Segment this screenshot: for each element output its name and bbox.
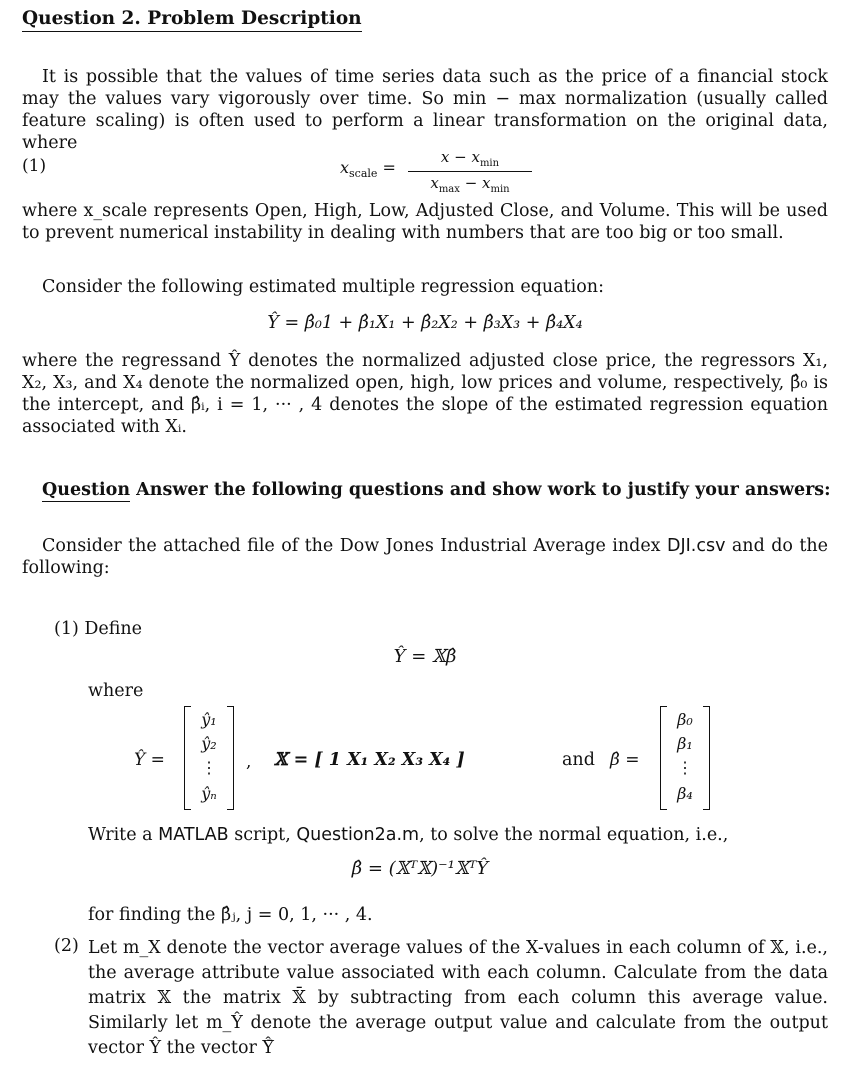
vector-y-entry: ŷ₂: [201, 734, 217, 753]
vector-y-entry: ŷ₁: [201, 710, 217, 729]
normal-equation: β̂ = (𝕏ᵀ𝕏)⁻¹𝕏ᵀŶ: [351, 858, 489, 879]
define-equation: Ŷ = 𝕏β̂: [393, 646, 457, 667]
and-label: and: [562, 750, 595, 770]
fraction: $x - x_{min}$ $x_{max} - x_{min}$: [408, 148, 532, 195]
vector-beta-entry: β₁: [677, 734, 693, 753]
vector-beta-entry: β₄: [677, 784, 693, 803]
item-2-text: Let m_X denote the vector average values of the X-values in each column of 𝕏, i.e., the average attribute value associated with each column. Calculate from the data matrix 𝕏 the matrix 𝕏̄ by subtracting from each column this average value. Similarly let m_Ŷ denote the average output value and calculate from the output vector Ŷ the vector Ŷ̄: [88, 938, 828, 1058]
regression-equation: Ŷ = β̂₀1 + β̂₁X₁ + β̂₂X₂ + β̂₃X₃ + β̂₄X₄: [267, 313, 583, 333]
item-1-label: (1) Define: [54, 619, 143, 639]
vector-beta: [660, 706, 710, 810]
vector-y-lhs: Ŷ =: [134, 750, 165, 770]
regression-intro: Consider the following estimated multiple regression equation:: [42, 277, 604, 297]
vector-y-entry: ŷₙ: [201, 784, 217, 803]
question-heading: Question Answer the following questions and show work to justify your answers:: [42, 480, 831, 500]
page-title: Question 2. Problem Description: [22, 8, 362, 29]
where-label: where: [88, 681, 144, 701]
item-1-instruction: Write a MATLAB script, Question2a.m, to solve the normal equation, i.e.,: [88, 825, 729, 845]
scale-description: where x_scale represents Open, High, Low, Adjusted Close, and Volume. This will be used to prevent numerical instability in dealing with numbers that are too big or too small.: [22, 201, 828, 243]
vector-beta-entry: ⋮: [677, 758, 693, 777]
equation-number: (1): [22, 156, 47, 176]
equation-1: [22, 150, 828, 196]
vector-beta-entry: β₀: [677, 710, 693, 729]
equation-lhs: $x_{scale}$ =: [340, 158, 396, 181]
dataset-filename: DJI.csv: [666, 536, 726, 556]
matrix-x-definition: 𝕏 = [ 1 X₁ X₂ X₃ X₄ ]: [274, 750, 465, 770]
matlab-label: MATLAB: [158, 825, 229, 845]
regression-description: where the regressand Ŷ denotes the normalized adjusted close price, the regressors X₁, X₂, X₃, and X₄ denote the normalized open, high, low prices and volume, respectively, β̂₀ is the intercept, and β̂ᵢ, i = 1, ··· , 4 denotes the slope of the estimated regression equation associated with Xᵢ.: [22, 351, 828, 437]
for-finding-text: for finding the β̂ⱼ, j = 0, 1, ··· , 4.: [88, 905, 373, 925]
item-2-label: (2): [54, 936, 79, 956]
vector-y-entry: ⋮: [201, 758, 217, 777]
dataset-paragraph: Consider the attached file of the Dow Jones Industrial Average index DJI.csv and do the following:: [22, 536, 829, 578]
vector-y: [184, 706, 234, 810]
vector-beta-lhs: β̂ =: [610, 750, 640, 770]
intro-paragraph: It is possible that the values of time series data such as the price of a financial stock may the values vary vigorously over time. So min − max normalization (usually called feature scaling) is often used to perform a linear transformation on the original data, where: [22, 67, 828, 153]
script-filename: Question2a.m: [296, 825, 420, 845]
